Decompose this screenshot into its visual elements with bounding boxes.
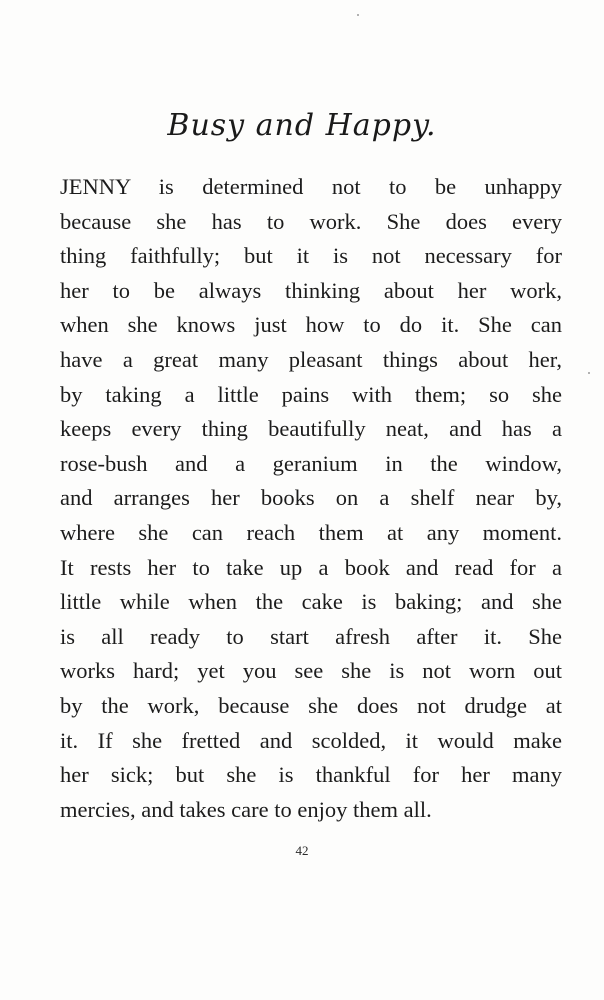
page-number: 42 — [295, 843, 309, 858]
paper-speck — [357, 14, 359, 16]
story-paragraph — [60, 170, 562, 827]
text-line: have a great many pleasant things about her, — [60, 346, 562, 372]
text-line: her sick; but she is thankful for her many — [60, 762, 562, 788]
text-line: when she knows just how to do it. She can — [60, 312, 562, 338]
text-line: because she has to work. She does every — [60, 208, 562, 234]
text-line: It rests her to take up a book and read for a — [60, 554, 562, 580]
text-line: where she can reach them at any moment. — [60, 519, 562, 545]
text-line: by taking a little pains with them; so she — [60, 381, 562, 407]
text-line: mercies, and takes care to enjoy them all. — [60, 796, 432, 822]
text-line: little while when the cake is baking; and she — [60, 589, 562, 615]
paper-speck — [588, 372, 590, 374]
text-line: keeps every thing beautifully neat, and has a — [60, 416, 562, 442]
text-line: it. If she fretted and scolded, it would make — [60, 727, 562, 753]
text-line: works hard; yet you see she is not worn out — [60, 658, 562, 684]
text-line: by the work, because she does not drudge at — [60, 692, 562, 718]
text-line: her to be always thinking about her work, — [60, 277, 562, 303]
text-line: and arranges her books on a shelf near by, — [60, 485, 562, 511]
page-title: Busy and Happy. — [167, 108, 437, 143]
text-line: JENNY is determined not to be unhappy — [60, 174, 562, 199]
text-line: is all ready to start afresh after it. She — [60, 623, 562, 649]
text-line: rose-bush and a geranium in the window, — [60, 450, 562, 476]
text-line: thing faithfully; but it is not necessary for — [60, 243, 562, 269]
